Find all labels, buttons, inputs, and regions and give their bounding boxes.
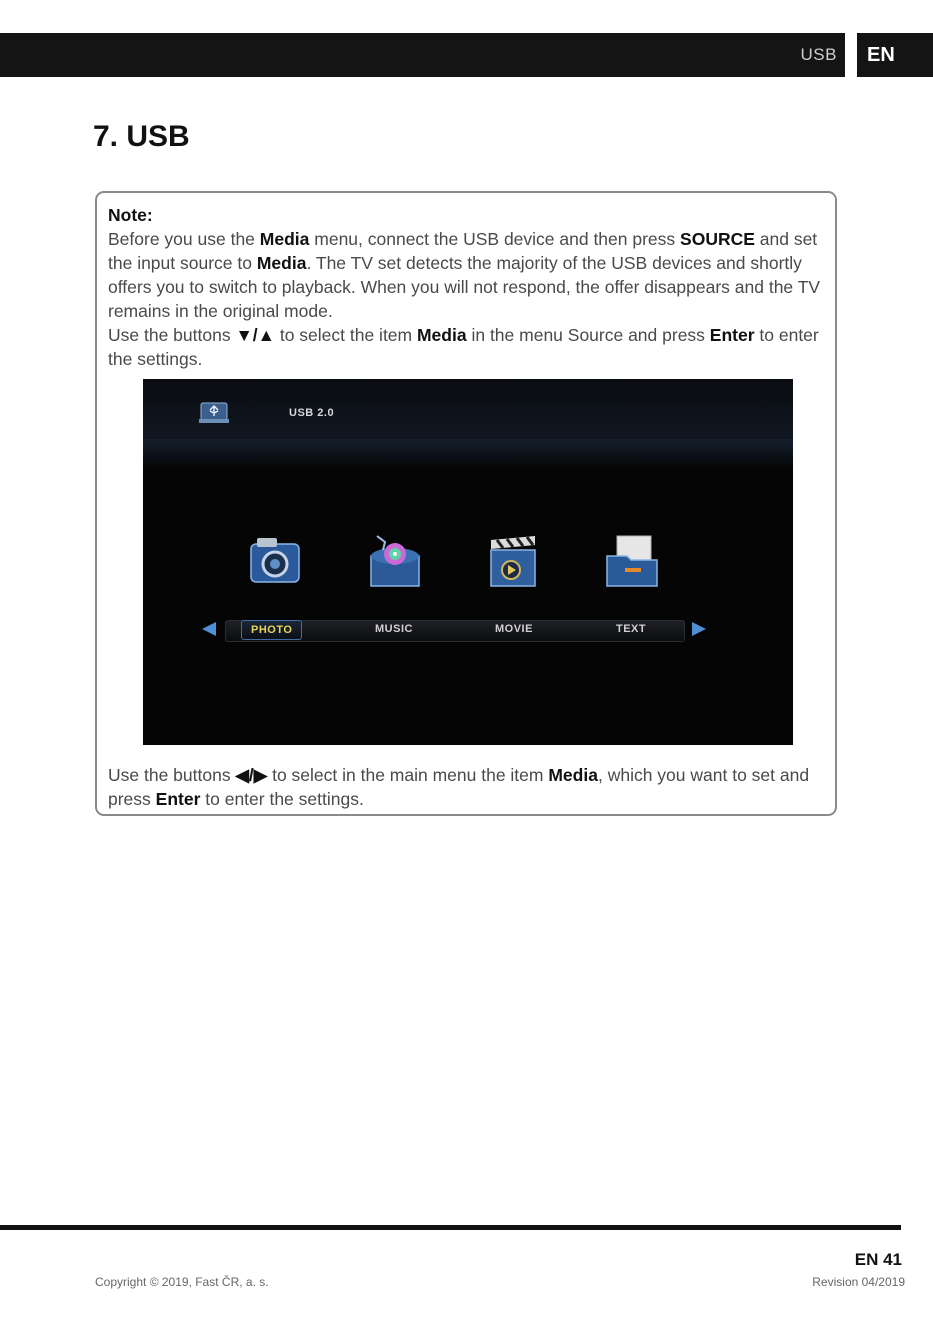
note-text bbox=[108, 203, 828, 371]
music-box-icon[interactable] bbox=[365, 534, 425, 590]
text-run: in the menu Source and press bbox=[466, 325, 710, 345]
camera-icon[interactable] bbox=[247, 534, 303, 586]
header-section-label: USB bbox=[800, 45, 837, 64]
text-run: , which you want to set and press bbox=[108, 765, 810, 809]
usb-drive-icon bbox=[199, 401, 229, 425]
text-run: to select the item bbox=[274, 325, 417, 345]
tv-item-movie[interactable]: MOVIE bbox=[495, 623, 533, 635]
text-run: menu, connect the USB device and then press bbox=[309, 229, 681, 249]
text-folder-icon[interactable] bbox=[605, 534, 661, 590]
text-run: to enter the settings. bbox=[108, 325, 819, 369]
text-run: Before you use the bbox=[108, 229, 260, 249]
note-paragraph-3 bbox=[108, 763, 828, 811]
text-run: to select in the main menu the item bbox=[267, 765, 549, 785]
header-bar bbox=[0, 33, 845, 77]
note-label: Note: bbox=[108, 205, 153, 225]
arrow-right-icon[interactable] bbox=[691, 621, 707, 637]
tv-title: USB 2.0 bbox=[289, 407, 335, 419]
bold-run: Enter bbox=[709, 325, 755, 345]
tv-media-screen bbox=[143, 379, 793, 745]
bold-run: Media bbox=[416, 325, 467, 345]
note-box bbox=[95, 191, 837, 816]
text-run: Use the buttons bbox=[108, 765, 236, 785]
tv-top-glow bbox=[143, 439, 793, 469]
footer-rule bbox=[0, 1225, 901, 1230]
copyright: Copyright © 2019, Fast ČR, a. s. bbox=[95, 1275, 269, 1289]
note-paragraph-2 bbox=[108, 323, 828, 371]
bold-run: Enter bbox=[155, 789, 201, 809]
text-run: to enter the settings. bbox=[200, 789, 364, 809]
page-number: EN 41 bbox=[854, 1250, 902, 1269]
bold-run: Media bbox=[548, 765, 598, 785]
tv-item-text[interactable]: TEXT bbox=[616, 623, 647, 635]
text-run: and set the input source to bbox=[108, 229, 818, 273]
tv-item-music[interactable]: MUSIC bbox=[375, 623, 413, 635]
clapperboard-icon[interactable] bbox=[487, 534, 539, 590]
bold-run: Media bbox=[259, 229, 310, 249]
bold-run: ▼/▲ bbox=[235, 325, 275, 345]
bold-run: ◀/▶ bbox=[235, 765, 268, 785]
tv-item-photo[interactable]: PHOTO bbox=[241, 620, 302, 640]
header-language-badge: EN bbox=[857, 33, 933, 77]
tv-top-bar bbox=[143, 379, 793, 439]
arrow-left-icon[interactable] bbox=[201, 621, 217, 637]
chapter-title: 7. USB bbox=[93, 120, 190, 153]
note-paragraph-1 bbox=[108, 227, 828, 323]
text-run: Use the buttons bbox=[108, 325, 236, 345]
revision: Revision 04/2019 bbox=[812, 1275, 905, 1289]
bold-run: SOURCE bbox=[680, 229, 755, 249]
text-run: . The TV set detects the majority of the USB devices and shortly offers you to switch to playback. When you will not respond, the offer disappears and the TV remains in the original mode. bbox=[108, 253, 821, 321]
bold-run: Media bbox=[256, 253, 307, 273]
